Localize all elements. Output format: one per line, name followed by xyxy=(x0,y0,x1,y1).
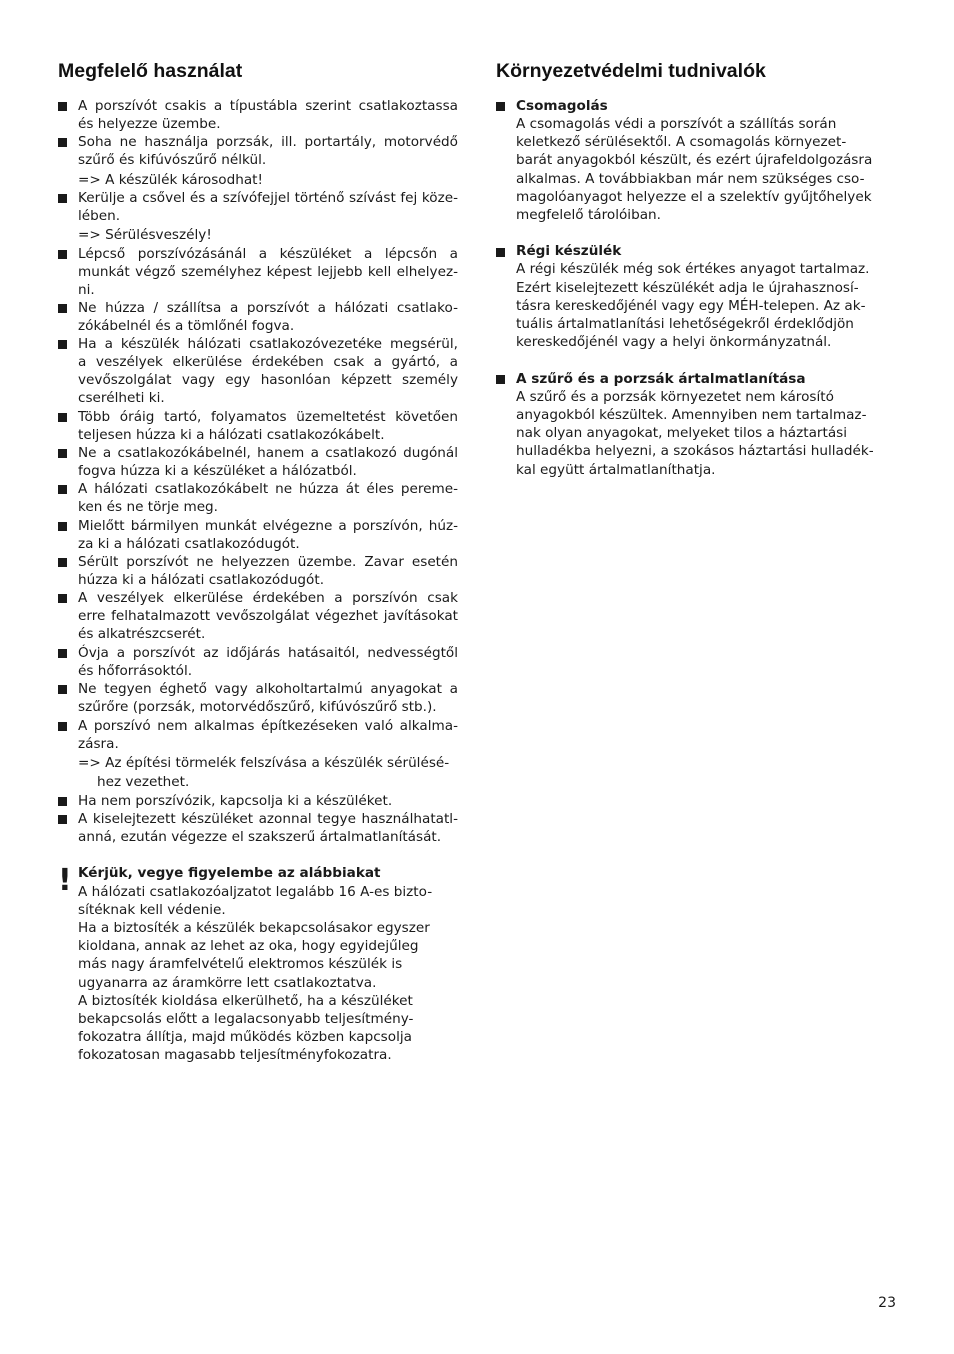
list-item-line: szűrő és kifúvószűrő nélkül. xyxy=(78,152,267,168)
warning-line: sítéknak kell védenie. xyxy=(78,902,226,918)
list-item-line: erre felhatalmazott vevőszolgálat végezhet javításokat xyxy=(78,608,458,624)
list-item-note: hez vezethet. xyxy=(97,774,190,790)
list-item-line: cserélheti ki. xyxy=(78,390,165,406)
env-line: anyagokból készültek. Amennyiben nem tartalmaz- xyxy=(516,407,867,423)
list-item-line: Sérült porszívót ne helyezzen üzembe. Zavar esetén xyxy=(78,554,458,570)
warning-line: Ha a biztosíték a készülék bekapcsolásakor egyszer xyxy=(78,920,430,936)
env-line: tuális ártalmatlanítási lehetőségekről érdeklődjön xyxy=(516,316,854,332)
list-item-line: Kerülje a csővel és a szívófejjel történő szívást fej köze- xyxy=(78,190,458,206)
list-item-line: ni. xyxy=(78,282,95,298)
bullet-square-icon xyxy=(58,304,67,313)
warning-line: ugyanarra az áramkörre lett csatlakoztatva. xyxy=(78,975,377,991)
env-section-heading: A szűrő és a porzsák ártalmatlanítása xyxy=(516,371,806,387)
list-item-line: A kiselejtezett készüléket azonnal tegye használhatatl- xyxy=(78,811,458,827)
bullet-square-icon xyxy=(58,250,67,259)
list-item-line: Ha nem porszívózik, kapcsolja ki a készüléket. xyxy=(78,793,393,809)
list-item-line: A porszívót csakis a típustábla szerint csatlakoztassa xyxy=(78,98,458,114)
list-item-line: Ne a csatlakozókábelnél, hanem a csatlakozó dugónál xyxy=(78,445,458,461)
warning-line: A hálózati csatlakozóaljzatot legalább 16 A-es bizto- xyxy=(78,884,433,900)
list-item-line: Óvja a porszívót az időjárás hatásaitól, nedvességtől xyxy=(78,645,458,661)
list-item-line: Ne húzza / szállítsa a porszívót a hálózati csatlako- xyxy=(78,300,458,316)
bullet-square-icon xyxy=(58,797,67,806)
list-item-line: Ha a készülék hálózati csatlakozóvezetéke megsérül, xyxy=(78,336,458,352)
list-item-note: => Az építési törmelék felszívása a készülék sérülésé- xyxy=(78,755,450,771)
list-item-line: A hálózati csatlakozókábelt ne húzza át éles pereme- xyxy=(78,481,458,497)
bullet-square-icon xyxy=(58,815,67,824)
page-number: 23 xyxy=(878,1295,896,1311)
list-item-line: Mielőtt bármilyen munkát elvégezne a porszívón, húz- xyxy=(78,518,458,534)
list-item-note: => A készülék károsodhat! xyxy=(78,172,263,188)
list-item-line: vevőszolgálat vagy egy hasonlóan képzett személy xyxy=(78,372,458,388)
list-item-line: teljesen húzza ki a hálózati csatlakozókábelt. xyxy=(78,427,385,443)
bullet-square-icon xyxy=(58,194,67,203)
warning-line: fokozatosan magasabb teljesítményfokozatra. xyxy=(78,1047,392,1063)
env-line: A csomagolás védi a porszívót a szállítás során xyxy=(516,116,837,132)
warning-heading: Kérjük, vegye figyelembe az alábbiakat xyxy=(78,865,381,881)
list-item-line: húzza ki a hálózati csatlakozódugót. xyxy=(78,572,325,588)
env-section-heading: Régi készülék xyxy=(516,243,622,259)
bullet-square-icon xyxy=(58,594,67,603)
env-line: A szűrő és a porzsák környezetet nem károsító xyxy=(516,389,834,405)
env-line: A régi készülék még sok értékes anyagot tartalmaz. xyxy=(516,261,870,277)
bullet-square-icon xyxy=(58,449,67,458)
env-line: megfelelő tárolóiban. xyxy=(516,207,661,223)
warning-line: A biztosíték kioldása elkerülhető, ha a készüléket xyxy=(78,993,413,1009)
section-title-environment: Környezetvédelmi tudnivalók xyxy=(496,60,766,82)
bullet-square-icon xyxy=(58,485,67,494)
bullet-square-icon xyxy=(58,722,67,731)
list-item-line: za ki a hálózati csatlakozódugót. xyxy=(78,536,300,552)
bullet-square-icon xyxy=(58,522,67,531)
list-item-line: és helyezze üzembe. xyxy=(78,116,221,132)
env-line: keletkező sérülésektől. A csomagolás környezet- xyxy=(516,134,847,150)
bullet-square-icon xyxy=(496,102,505,111)
section-title-usage: Megfelelő használat xyxy=(58,60,243,82)
list-item-line: zásra. xyxy=(78,736,119,752)
list-item-line: ken és ne törje meg. xyxy=(78,499,219,515)
bullet-square-icon xyxy=(58,558,67,567)
bullet-square-icon xyxy=(58,340,67,349)
list-item-line: és alkatrészcserét. xyxy=(78,626,206,642)
list-item-line: és hőforrásoktól. xyxy=(78,663,193,679)
list-item-line: fogva húzza ki a készüléket a hálózatból. xyxy=(78,463,357,479)
env-line: barát anyagokból készült, és ezért újrafeldolgozásra xyxy=(516,152,873,168)
list-item-line: munkát végző személyhez képest lejjebb kell elhelyez- xyxy=(78,264,458,280)
exclamation-icon: ! xyxy=(58,863,72,898)
list-item-line: Ne tegyen éghető vagy alkoholtartalmú anyagokat a xyxy=(78,681,458,697)
bullet-square-icon xyxy=(496,375,505,384)
list-item-line: szűrőre (porzsák, motorvédőszűrő, kifúvószűrő stb.). xyxy=(78,699,437,715)
list-item-line: Lépcső porszívózásánál a készüléket a lépcsőn a xyxy=(78,246,458,262)
list-item-line: anná, ezután végezze el szakszerű ártalmatlanítását. xyxy=(78,829,442,845)
bullet-square-icon xyxy=(58,649,67,658)
env-line: alkalmas. A továbbiakban már nem szükséges cso- xyxy=(516,171,865,187)
list-item-note: => Sérülésveszély! xyxy=(78,227,212,243)
env-line: kereskedőjénél vagy a helyi önkormányzatnál. xyxy=(516,334,832,350)
bullet-square-icon xyxy=(496,248,505,257)
warning-line: kioldana, annak az lehet az oka, hogy egyidejűleg xyxy=(78,938,419,954)
env-line: kal együtt ártalmatlaníthatja. xyxy=(516,462,716,478)
warning-line: fokozatra állítja, majd működés közben kapcsolja xyxy=(78,1029,412,1045)
list-item-line: Soha ne használja porzsák, ill. portartály, motorvédő xyxy=(78,134,458,150)
env-line: nak olyan anyagokat, melyeket tilos a háztartási xyxy=(516,425,848,441)
bullet-square-icon xyxy=(58,413,67,422)
warning-line: más nagy áramfelvételű elektromos készülék is xyxy=(78,956,403,972)
list-item-line: A veszélyek elkerülése érdekében a porszívón csak xyxy=(78,590,458,606)
list-item-line: zókábelnél és a tömlőnél fogva. xyxy=(78,318,295,334)
list-item-line: A porszívó nem alkalmas építkezéseken való alkalma- xyxy=(78,718,458,734)
bullet-square-icon xyxy=(58,685,67,694)
bullet-square-icon xyxy=(58,138,67,147)
env-line: tásra kereskedőjénél vagy egy MÉH-telepen. Az ak- xyxy=(516,298,866,314)
env-line: magolóanyagot helyezze el a szelektív gyűjtőhelyek xyxy=(516,189,872,205)
env-line: Ezért kiselejtezett készülékét adja le újrahasznosí- xyxy=(516,280,859,296)
bullet-square-icon xyxy=(58,102,67,111)
warning-line: bekapcsolás előtt a legalacsonyabb teljesítmény- xyxy=(78,1011,414,1027)
env-line: hulladékba helyezni, a szokásos háztartási hulladék- xyxy=(516,443,874,459)
env-section-heading: Csomagolás xyxy=(516,98,608,114)
list-item-line: Több óráig tartó, folyamatos üzemeltetést követően xyxy=(78,409,458,425)
list-item-line: a veszélyek elkerülése érdekében csak a gyártó, a xyxy=(78,354,458,370)
list-item-line: lében. xyxy=(78,208,121,224)
